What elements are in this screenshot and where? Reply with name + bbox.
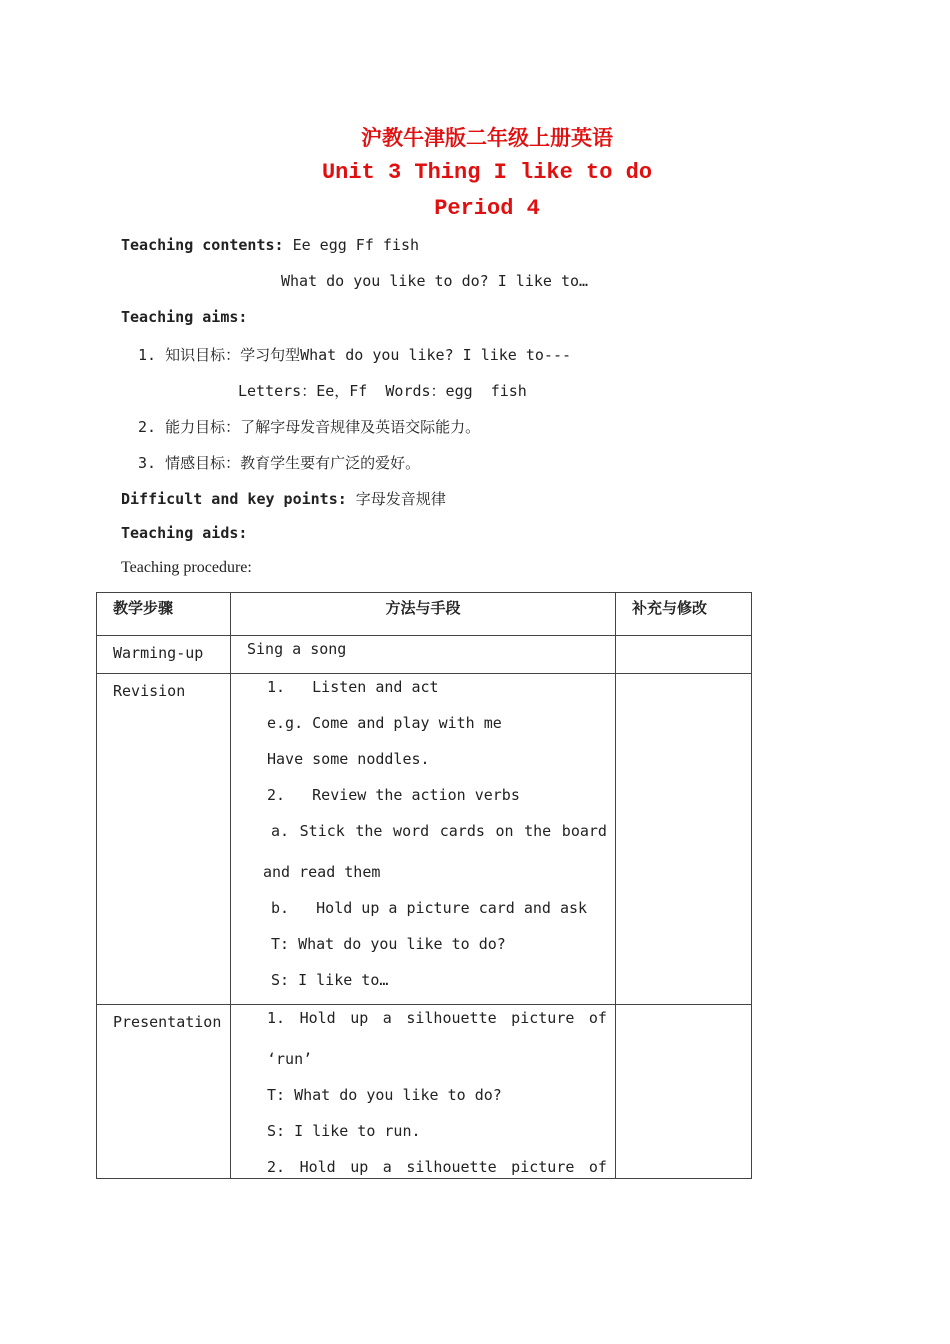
method-line: T: What do you like to do? <box>267 1086 502 1104</box>
teaching-contents-line1: Ee egg Ff fish <box>283 236 420 254</box>
notes-cell <box>616 636 752 674</box>
aim-item-1-sub: Letters：Ee，Ff Words：egg fish <box>238 382 527 400</box>
teaching-contents-line2: What do you like to do? I like to… <box>281 272 589 290</box>
method-cell <box>231 1005 616 1179</box>
justified-word: picture <box>511 1158 575 1176</box>
table-row <box>97 1005 752 1179</box>
justified-word: the <box>355 822 383 840</box>
method-line: e.g. Come and play with me <box>267 714 502 732</box>
header-notes: 补充与修改 <box>616 593 752 636</box>
justified-word: a. <box>271 822 290 840</box>
justified-word: of <box>588 1158 607 1176</box>
teaching-contents-label: Teaching contents: <box>121 236 284 254</box>
justified-word: Hold <box>299 1009 336 1027</box>
method-line-justified <box>271 822 607 840</box>
method-line: 1. Listen and act <box>267 678 439 696</box>
aim-item-3: 3. 情感目标：教育学生要有广泛的爱好。 <box>138 454 421 472</box>
justified-word: cards <box>439 822 485 840</box>
method-line: T: What do you like to do? <box>271 935 506 953</box>
justified-word: picture <box>511 1009 575 1027</box>
justified-word: the <box>524 822 552 840</box>
unit-title: Unit 3 Thing I like to do <box>321 160 653 185</box>
period-title: Period 4 <box>434 196 540 221</box>
method-line-justified <box>267 1009 607 1027</box>
method-cell <box>231 636 616 674</box>
aim-item-2: 2. 能力目标：了解字母发音规律及英语交际能力。 <box>138 418 481 436</box>
step-presentation: Presentation <box>97 1005 231 1179</box>
method-line: b. Hold up a picture card and ask <box>271 899 588 917</box>
table-row <box>97 674 752 1005</box>
method-line: Sing a song <box>247 640 347 658</box>
method-line: S: I like to… <box>271 971 389 989</box>
justified-word: 1. <box>267 1009 286 1027</box>
justified-word: word <box>393 822 430 840</box>
method-line: 2. Review the action verbs <box>267 786 520 804</box>
difficult-points-value: 字母发音规律 <box>346 490 446 508</box>
difficult-points-label: Difficult and key points: <box>121 490 347 508</box>
justified-word: on <box>495 822 514 840</box>
notes-cell <box>616 1005 752 1179</box>
justified-word: board <box>561 822 607 840</box>
method-line: Have some noddles. <box>267 750 430 768</box>
step-warming-up: Warming-up <box>97 636 231 674</box>
document-title: 沪教牛津版二年级上册英语 <box>361 125 613 150</box>
justified-word: Hold <box>299 1158 336 1176</box>
step-revision: Revision <box>97 674 231 1005</box>
justified-word: a <box>382 1009 392 1027</box>
notes-cell <box>616 674 752 1005</box>
header-method: 方法与手段 <box>231 593 616 636</box>
aim-item-1: 1. 知识目标：学习句型What do you like? I like to--- <box>138 346 572 364</box>
justified-word: up <box>350 1009 369 1027</box>
method-line: S: I like to run. <box>267 1122 421 1140</box>
teaching-aims-label: Teaching aims: <box>121 308 248 326</box>
justified-word: a <box>382 1158 392 1176</box>
header-step: 教学步骤 <box>97 593 231 636</box>
procedure-table <box>96 592 752 1179</box>
method-line: ‘run’ <box>267 1050 313 1068</box>
justified-word: up <box>350 1158 369 1176</box>
justified-word: 2. <box>267 1158 286 1176</box>
justified-word: Stick <box>299 822 345 840</box>
justified-word: of <box>588 1009 607 1027</box>
justified-word: silhouette <box>406 1009 497 1027</box>
teaching-contents <box>121 236 419 254</box>
difficult-points <box>121 488 446 509</box>
method-line-justified <box>267 1158 607 1176</box>
teaching-procedure-label: Teaching procedure: <box>121 559 252 576</box>
justified-word: silhouette <box>406 1158 497 1176</box>
teaching-aids-label: Teaching aids: <box>121 524 248 542</box>
method-cell <box>231 674 616 1005</box>
table-header-row <box>97 593 752 636</box>
table-row <box>97 636 752 674</box>
method-line: and read them <box>263 863 381 881</box>
